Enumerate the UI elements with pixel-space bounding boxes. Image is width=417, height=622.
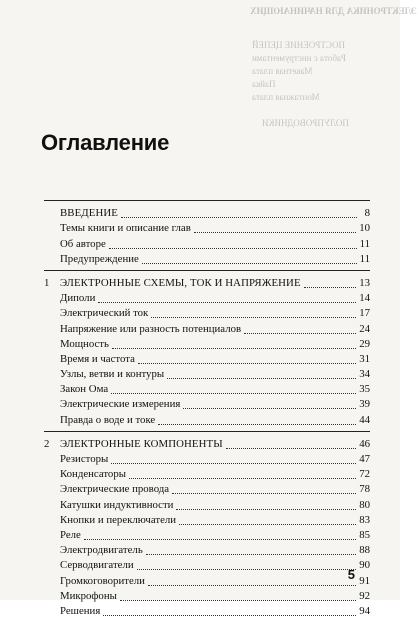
page-title: Оглавление	[41, 130, 170, 155]
toc-entry[interactable]	[44, 412, 370, 427]
page-ref: 91	[359, 574, 370, 587]
dot-leader	[179, 524, 356, 525]
dot-leader	[167, 378, 356, 379]
toc-entry[interactable]	[44, 367, 370, 382]
entry-title: ЭЛЕКТРОННЫЕ КОМПОНЕНТЫ	[60, 437, 223, 450]
dot-leader	[84, 539, 356, 540]
page-ref: 8	[364, 207, 370, 220]
dot-leader	[109, 248, 357, 249]
page-ref: 94	[359, 604, 370, 617]
entry-title: Решения	[60, 604, 101, 617]
dot-leader	[244, 333, 356, 334]
page-ref: 11	[359, 237, 370, 250]
bleed-line: Макетная плата	[252, 66, 313, 76]
entry-title: Закон Ома	[60, 383, 109, 396]
toc-entry[interactable]	[44, 604, 370, 619]
dot-leader	[226, 448, 356, 449]
dot-leader	[138, 363, 356, 364]
toc-entry[interactable]	[44, 221, 370, 236]
toc-entry[interactable]	[44, 236, 370, 251]
toc-entry[interactable]	[44, 482, 370, 497]
entry-title: ЭЛЕКТРОННЫЕ СХЕМЫ, ТОК И НАПРЯЖЕНИЕ	[60, 276, 301, 289]
entry-title: ВВЕДЕНИЕ	[60, 207, 118, 220]
bleed-line: Пайка	[252, 79, 276, 89]
toc-entry[interactable]	[44, 589, 370, 604]
page-ref: 92	[359, 589, 370, 602]
toc-block-intro	[44, 201, 370, 270]
dot-leader	[304, 287, 357, 288]
chapter-number: 2	[44, 437, 50, 450]
page-ref: 17	[359, 307, 370, 320]
dot-leader	[129, 478, 356, 479]
page-ref: 47	[359, 453, 370, 465]
entry-title: Громкоговорители	[60, 574, 145, 587]
page-ref: 72	[359, 468, 370, 481]
dot-leader	[137, 569, 357, 570]
toc-entry[interactable]	[44, 558, 370, 573]
dot-leader	[120, 600, 356, 601]
dot-leader	[142, 263, 357, 264]
dot-leader	[103, 615, 356, 616]
dot-leader	[112, 348, 356, 349]
toc-entry[interactable]	[44, 497, 370, 512]
toc-block-chapter-1	[44, 271, 370, 431]
entry-title: Темы книги и описание глав	[60, 222, 191, 235]
entry-title: Электрические провода	[60, 483, 170, 496]
entry-title: Об авторе	[60, 237, 106, 250]
bleed-line: Монтажная плата	[252, 92, 320, 102]
bleed-through-text	[0, 0, 417, 140]
page-ref: 34	[359, 368, 370, 381]
page-ref: 44	[359, 413, 370, 426]
toc-entry[interactable]	[44, 291, 370, 306]
dot-leader	[151, 317, 356, 318]
toc-entry[interactable]	[44, 382, 370, 397]
toc-entry[interactable]	[44, 337, 370, 352]
toc-entry[interactable]	[44, 397, 370, 412]
dot-leader	[111, 393, 356, 394]
bleed-line: ПОЛУПРОВОДНИКИ	[262, 118, 349, 128]
dot-leader	[172, 493, 356, 494]
entry-title: Реле	[60, 528, 81, 541]
page-ref: 24	[359, 322, 370, 335]
entry-title: Мощность	[60, 337, 109, 350]
entry-title: Напряжение или разность потенциалов	[60, 322, 242, 335]
bleed-line: ПОСТРОЕНИЕ ЦЕПЕЙ	[252, 40, 345, 50]
toc-entry[interactable]	[44, 573, 370, 588]
toc-entry[interactable]	[44, 437, 370, 452]
toc-block-chapter-2	[44, 432, 370, 622]
page-ref: 80	[359, 498, 370, 511]
toc-entry[interactable]	[44, 321, 370, 336]
dot-leader	[146, 554, 356, 555]
page-ref: 31	[359, 352, 370, 365]
entry-title: Конденсаторы	[60, 468, 126, 481]
toc-entry[interactable]	[44, 206, 370, 221]
toc-entry[interactable]	[44, 467, 370, 482]
page-ref: 11	[359, 252, 370, 265]
entry-title: Серводвигатели	[60, 559, 134, 572]
page-ref: 14	[359, 292, 370, 305]
entry-title: Время и частота	[60, 352, 135, 365]
entry-title: Правда о воде и токе	[60, 413, 156, 426]
dot-leader	[176, 509, 356, 510]
page-ref: 83	[359, 513, 370, 526]
entry-title: Диполи	[60, 292, 96, 305]
entry-title: Электродвигатель	[60, 544, 143, 557]
toc-entry[interactable]	[44, 252, 370, 267]
dot-leader	[148, 585, 356, 586]
entry-title: Электрический ток	[60, 307, 149, 320]
toc-entry[interactable]	[44, 513, 370, 528]
page-ref: 35	[359, 383, 370, 396]
page-ref: 46	[359, 437, 370, 450]
dot-leader	[158, 424, 356, 425]
table-of-contents	[44, 200, 370, 622]
entry-title: Электрические измерения	[60, 398, 181, 411]
page-number: 5	[347, 567, 355, 582]
entry-title: Резисторы	[60, 453, 109, 465]
dot-leader	[121, 217, 357, 218]
page-ref: 10	[359, 222, 370, 235]
entry-title: Микрофоны	[60, 589, 117, 602]
page-ref: 39	[359, 398, 370, 411]
dot-leader	[98, 302, 356, 303]
page-ref: 13	[359, 276, 370, 289]
entry-title: Катушки индуктивности	[60, 498, 174, 511]
dot-leader	[111, 463, 356, 464]
toc-entry[interactable]	[44, 352, 370, 367]
dot-leader	[194, 232, 356, 233]
toc-entry[interactable]	[44, 276, 370, 291]
entry-title: Узлы, ветви и контуры	[60, 368, 165, 381]
toc-entry[interactable]	[44, 452, 370, 467]
page-ref: 78	[359, 483, 370, 496]
toc-entry[interactable]	[44, 528, 370, 543]
entry-title: Кнопки и переключатели	[60, 513, 177, 526]
page-ref: 88	[359, 544, 370, 557]
page-ref: 90	[359, 559, 370, 572]
entry-title: Предупреждение	[60, 252, 139, 265]
bleed-line: ЭЛЕКТРОНИКА ДЛЯ НАЧИНАЮЩИХ	[250, 6, 417, 16]
toc-entry[interactable]	[44, 543, 370, 558]
chapter-number: 1	[44, 276, 50, 289]
toc-entry[interactable]	[44, 306, 370, 321]
bleed-line: Работа с инструментами	[252, 53, 346, 63]
page-ref: 29	[359, 337, 370, 350]
dot-leader	[183, 408, 356, 409]
page-ref: 85	[359, 528, 370, 541]
